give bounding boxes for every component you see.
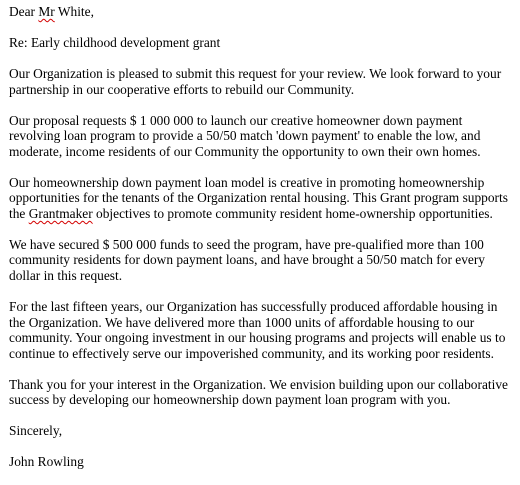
closing: Sincerely, xyxy=(9,423,63,439)
paragraph-line: dollar in this request. xyxy=(9,268,123,284)
paragraph-line-suffix: objectives to promote community resident home-ownership opportunities. xyxy=(92,205,493,221)
paragraph-line: success by developing our homeownership down payment loan program with you. xyxy=(9,392,451,408)
salutation-name: White, xyxy=(54,4,94,19)
paragraph-line: continue to effectively serve our impoverished community, and its working poor residents. xyxy=(9,345,494,361)
salutation-title-spellcheck: Mr xyxy=(38,4,55,19)
paragraph-line: partnership in our cooperative efforts to rebuild our Community. xyxy=(9,81,355,97)
grantmaker-spellcheck: Grantmaker xyxy=(28,205,93,221)
paragraph-thanks xyxy=(9,377,514,408)
paragraph-line: Our homeownership down payment loan model is creative in promoting homeownership xyxy=(9,174,485,190)
paragraph-funding xyxy=(9,237,514,284)
signature: John Rowling xyxy=(9,454,84,470)
paragraph-line: Thank you for your interest in the Organization. We envision building upon our collaborative xyxy=(9,376,508,392)
paragraph-line: community residents for down payment loans, and have brought a 50/50 match for every xyxy=(9,252,485,268)
paragraph-history xyxy=(9,299,514,361)
paragraph-line: revolving loan program to provide a 50/50 match 'down payment' to enable the low, and xyxy=(9,128,481,144)
paragraph-line: community. Your ongoing investment in our housing programs and projects will enable us to xyxy=(9,330,506,346)
salutation-prefix: Dear xyxy=(9,4,39,19)
salutation xyxy=(9,4,514,20)
subject-line: Re: Early childhood development grant xyxy=(9,34,221,50)
paragraph-line: We have secured $ 500 000 funds to seed the program, have pre-qualified more than 100 xyxy=(9,236,484,252)
paragraph-line: the Organization. We have delivered more than 1000 units of affordable housing to our xyxy=(9,314,475,330)
paragraph-line-prefix: the xyxy=(9,205,29,221)
paragraph-line: Our Organization is pleased to submit this request for your review. We look forward to your xyxy=(9,65,502,81)
paragraph-line: Our proposal requests $ 1 000 000 to launch our creative homeowner down payment xyxy=(9,112,463,128)
paragraph-loan-model xyxy=(9,175,514,222)
paragraph-line: For the last fifteen years, our Organization has successfully produced affordable housing in xyxy=(9,299,498,315)
letter-document xyxy=(9,4,514,485)
paragraph-line: moderate, income residents of our Community the opportunity to own their own homes. xyxy=(9,143,481,159)
paragraph-proposal xyxy=(9,113,514,160)
paragraph-intro xyxy=(9,66,514,97)
paragraph-line: opportunities for the tenants of the Organization rental housing. This Grant program supports xyxy=(9,190,508,206)
